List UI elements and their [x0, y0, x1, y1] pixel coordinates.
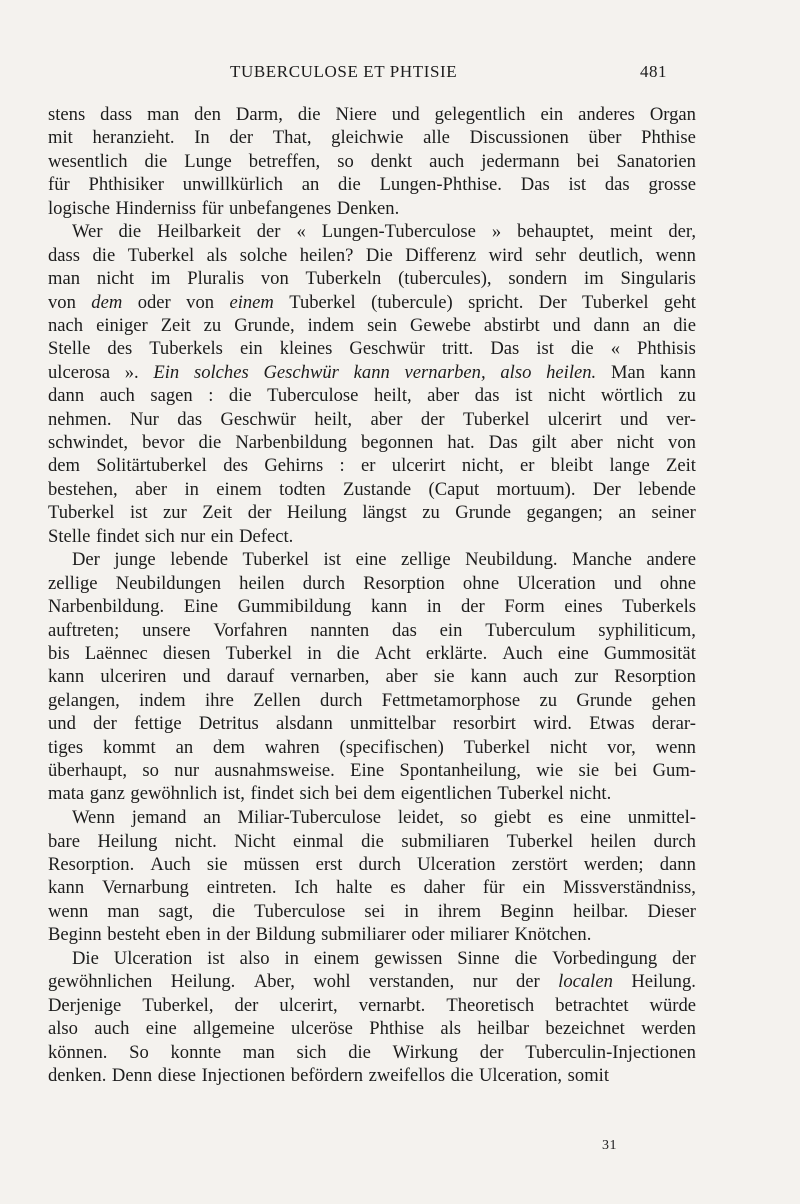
text-line: Der junge lebende Tuberkel ist eine zellige Neubildung. Manche andere — [72, 549, 696, 571]
page-number: 481 — [640, 62, 667, 81]
text-line: dass die Tuberkel als solche heilen? Die Differenz wird sehr deutlich, wenn — [48, 244, 696, 266]
running-head — [0, 62, 800, 86]
body-text — [48, 103, 696, 1088]
text-line: bis Laënnec diesen Tuberkel in die Acht erklärte. Auch eine Gummosität — [48, 642, 696, 664]
text-line: dem Solitärtuberkel des Gehirns : er ulcerirt nicht, er bleibt lange Zeit — [48, 455, 696, 477]
text-line: wenn man sagt, die Tuberculose sei in ihrem Beginn heilbar. Dieser — [48, 900, 696, 922]
text-line: auftreten; unsere Vorfahren nannten das ein Tuberculum syphiliticum, — [48, 619, 696, 641]
text-line: bestehen, aber in einem todten Zustande (Caput mortuum). Der lebende — [48, 478, 696, 500]
text-line: man nicht im Pluralis von Tuberkeln (tubercules), sondern im Singularis — [48, 268, 696, 290]
printer-signature: 31 — [602, 1138, 617, 1153]
paragraph — [48, 947, 696, 1087]
text-line: Stelle des Tuberkels ein kleines Geschwür tritt. Das ist die « Phthisis — [48, 338, 696, 360]
text-line: schwindet, bevor die Narbenbildung begonnen hat. Das gilt aber nicht von — [48, 431, 696, 453]
text-line: und der fettige Detritus alsdann unmittelbar resorbirt wird. Etwas derar- — [48, 713, 696, 735]
text-line: logische Hinderniss für unbefangenes Denken. — [48, 197, 400, 219]
text-line: von dem oder von einem Tuberkel (tubercule) spricht. Der Tuberkel geht — [48, 291, 696, 313]
text-line: überhaupt, so nur ausnahmsweise. Eine Spontanheilung, wie sie bei Gum- — [48, 759, 696, 781]
paragraph — [48, 806, 696, 946]
text-line: Tuberkel ist zur Zeit der Heilung längst zu Grunde gegangen; an seiner — [48, 502, 696, 524]
text-line: bare Heilung nicht. Nicht einmal die submiliaren Tuberkel heilen durch — [48, 830, 696, 852]
text-line: Narbenbildung. Eine Gummibildung kann in der Form eines Tuberkels — [48, 596, 696, 618]
running-title: TUBERCULOSE ET PHTISIE — [230, 62, 458, 81]
text-line: gelangen, indem ihre Zellen durch Fettmetamorphose zu Grunde gehen — [48, 689, 696, 711]
text-line: Wenn jemand an Miliar-Tuberculose leidet, so giebt es eine unmittel- — [72, 807, 696, 829]
text-line: können. So konnte man sich die Wirkung der Tuberculin-Injectionen — [48, 1041, 696, 1063]
text-line: mata ganz gewöhnlich ist, findet sich bei dem eigentlichen Tuberkel nicht. — [48, 783, 612, 805]
text-line: Beginn besteht eben in der Bildung submiliarer oder miliarer Knötchen. — [48, 924, 592, 946]
text-line: wesentlich die Lunge betreffen, so denkt auch jedermann bei Sanatorien — [48, 150, 696, 172]
text-line: zellige Neubildungen heilen durch Resorption ohne Ulceration und ohne — [48, 572, 696, 594]
text-line: Wer die Heilbarkeit der « Lungen-Tuberculose » behauptet, meint der, — [72, 221, 696, 243]
paragraph — [48, 220, 696, 547]
paragraph — [48, 103, 696, 220]
paragraph — [48, 548, 696, 805]
text-line: tiges kommt an dem wahren (specifischen) Tuberkel nicht vor, wenn — [48, 736, 696, 758]
text-line: für Phthisiker unwillkürlich an die Lungen-Phthise. Das ist das grosse — [48, 174, 696, 196]
text-line: Stelle findet sich nur ein Defect. — [48, 525, 294, 547]
text-line: stens dass man den Darm, die Niere und gelegentlich ein anderes Organ — [48, 104, 696, 125]
text-line: nach einiger Zeit zu Grunde, indem sein Gewebe abstirbt und dann an die — [48, 315, 696, 337]
text-line: mit heranzieht. In der That, gleichwie alle Discussionen über Phthise — [48, 127, 696, 149]
text-line: Die Ulceration ist also in einem gewissen Sinne die Vorbedingung der — [72, 948, 696, 970]
text-line: kann ulceriren und darauf vernarben, aber sie kann auch zur Resorption — [48, 666, 696, 688]
text-line: also auch eine allgemeine ulceröse Phthise als heilbar bezeichnet werden — [48, 1018, 696, 1040]
text-line: nehmen. Nur das Geschwür heilt, aber der Tuberkel ulcerirt und ver- — [48, 408, 696, 430]
text-line: kann Vernarbung eintreten. Ich halte es daher für ein Missverständniss, — [48, 877, 696, 899]
text-line: dann auch sagen : die Tuberculose heilt, aber das ist nicht wörtlich zu — [48, 385, 696, 407]
text-line: gewöhnlichen Heilung. Aber, wohl verstanden, nur der localen Heilung. — [48, 971, 696, 993]
text-line: denken. Denn diese Injectionen befördern zweifellos die Ulceration, somit — [48, 1065, 609, 1087]
text-line: ulcerosa ». Ein solches Geschwür kann vernarben, also heilen. Man kann — [48, 361, 696, 383]
text-line: Derjenige Tuberkel, der ulcerirt, vernarbt. Theoretisch betrachtet würde — [48, 994, 696, 1016]
text-line: Resorption. Auch sie müssen erst durch Ulceration zerstört werden; dann — [48, 854, 696, 875]
